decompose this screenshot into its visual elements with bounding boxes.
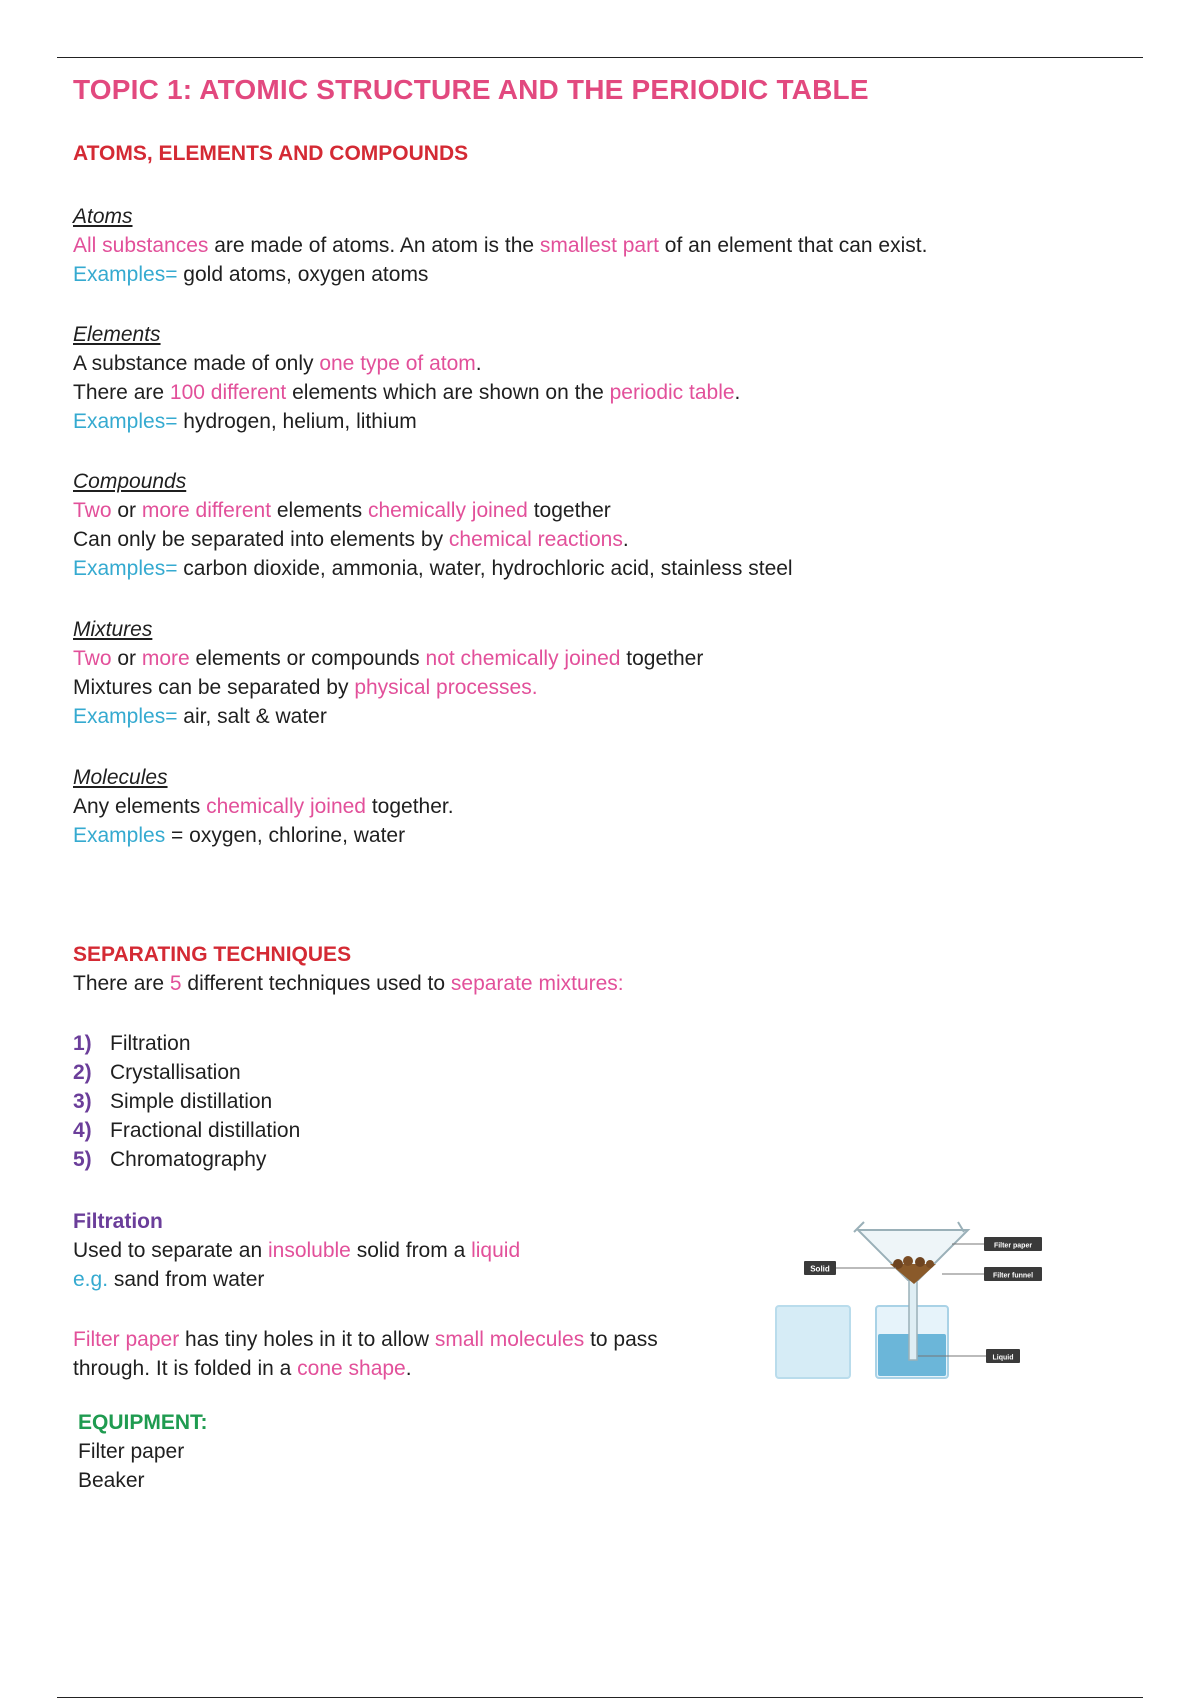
filtration-line-1: Used to separate an insoluble solid from a liquid	[73, 1239, 521, 1262]
filtration-block	[73, 1207, 520, 1294]
page-title: TOPIC 1: ATOMIC STRUCTURE AND THE PERIODIC TABLE	[73, 74, 869, 105]
compounds-examples: Examples= carbon dioxide, ammonia, water, hydrochloric acid, stainless steel	[73, 557, 793, 580]
bottom-rule	[57, 1697, 1143, 1698]
svg-text:Solid: Solid	[810, 1264, 830, 1274]
equipment-heading: EQUIPMENT:	[78, 1411, 208, 1434]
equipment-block	[78, 1408, 208, 1495]
elements-heading: Elements	[73, 323, 161, 346]
molecules-line-1: Any elements chemically joined together.	[73, 795, 454, 818]
filter-paper-block	[73, 1325, 658, 1383]
filtration-heading: Filtration	[73, 1210, 163, 1233]
equipment-item: Filter paper	[78, 1440, 185, 1463]
filter-paper-line-2: through. It is folded in a cone shape.	[73, 1357, 412, 1380]
empty-beaker	[776, 1306, 850, 1378]
mixtures-line-2: Mixtures can be separated by physical processes.	[73, 676, 538, 699]
elements-line-2: There are 100 different elements which are shown on the periodic table.	[73, 381, 741, 404]
compounds-line-2: Can only be separated into elements by chemical reactions.	[73, 528, 629, 551]
atoms-examples: Examples= gold atoms, oxygen atoms	[73, 263, 429, 286]
equipment-item: Beaker	[78, 1469, 145, 1492]
list-item: 1) Filtration	[73, 1032, 191, 1055]
mixtures-examples: Examples= air, salt & water	[73, 705, 327, 728]
separating-intro: There are 5 different techniques used to separate mixtures:	[73, 972, 624, 995]
label-filter-paper	[984, 1237, 1042, 1251]
filter-funnel	[854, 1222, 968, 1360]
list-item: 3) Simple distillation	[73, 1090, 273, 1113]
section-heading-atoms: ATOMS, ELEMENTS AND COMPOUNDS	[73, 142, 469, 165]
elements-examples: Examples= hydrogen, helium, lithium	[73, 410, 417, 433]
molecules-examples: Examples = oxygen, chlorine, water	[73, 824, 406, 847]
mixtures-heading: Mixtures	[73, 618, 153, 641]
atoms-line-1: All substances are made of atoms. An atom is the smallest part of an element that can exist.	[73, 234, 928, 257]
label-liquid	[986, 1349, 1020, 1363]
section-heading-separating: SEPARATING TECHNIQUES	[73, 943, 352, 966]
filter-paper-line-1: Filter paper has tiny holes in it to allow small molecules to pass	[73, 1328, 658, 1351]
compounds-heading: Compounds	[73, 470, 187, 493]
svg-text:Filter paper: Filter paper	[993, 1242, 1033, 1250]
label-solid	[804, 1261, 836, 1275]
svg-text:Liquid: Liquid	[992, 1354, 1014, 1362]
atoms-heading: Atoms	[73, 205, 133, 228]
mixtures-block	[73, 615, 703, 731]
compounds-line-1: Two or more different elements chemically joined together	[73, 499, 611, 522]
filtration-example: e.g. sand from water	[73, 1268, 265, 1291]
molecules-heading: Molecules	[73, 766, 168, 789]
elements-line-1: A substance made of only one type of atom.	[73, 352, 482, 375]
filtration-diagram	[768, 1200, 1068, 1385]
mixtures-line-1: Two or more elements or compounds not chemically joined together	[73, 647, 704, 670]
techniques-list	[73, 1029, 300, 1174]
top-rule	[57, 57, 1143, 58]
list-item: 5) Chromatography	[73, 1148, 267, 1171]
compounds-block	[73, 467, 793, 583]
list-item: 4) Fractional distillation	[73, 1119, 301, 1142]
svg-text:Filter funnel: Filter funnel	[992, 1272, 1034, 1280]
elements-block	[73, 320, 740, 436]
atoms-block	[73, 202, 927, 289]
list-item: 2) Crystallisation	[73, 1061, 241, 1084]
molecules-block	[73, 763, 454, 850]
label-filter-funnel	[984, 1267, 1042, 1281]
